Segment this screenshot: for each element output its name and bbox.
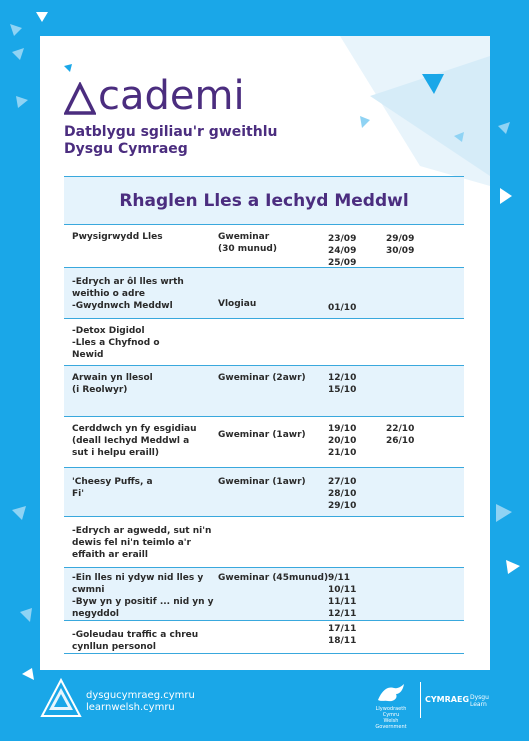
row-dates-line: 21/10 <box>328 448 357 458</box>
row-dates-line: 24/09 <box>328 246 357 256</box>
tagline-line-1: Datblygu sgiliau'r gweithlu <box>64 124 278 140</box>
row-format-line: Gweminar (2awr) <box>218 373 306 383</box>
row-format-line: Gweminar (1awr) <box>218 430 306 440</box>
row-format <box>218 231 328 255</box>
row-dates-line: 23/09 <box>328 234 357 244</box>
table-row <box>64 225 464 268</box>
learn-label: Learn <box>470 701 487 708</box>
dragon-icon <box>376 682 406 704</box>
row-topic-line: Cerddwch yn fy esgidiau <box>72 424 197 434</box>
row-topic-line: (i Reolwyr) <box>72 385 128 395</box>
row-format-line: Gweminar (1awr) <box>218 477 306 487</box>
row-dates-line: 10/11 <box>328 585 357 595</box>
row-dates-line: 01/10 <box>328 303 357 313</box>
row-topic-line: dewis fel ni'n teimlo a'r <box>72 538 191 548</box>
table-row <box>64 417 464 468</box>
row-topic-line: -Gwydnwch Meddwl <box>72 301 173 311</box>
table-title-row <box>64 176 464 225</box>
row-topic-line: -Goleudau traffic a chreu <box>72 630 199 640</box>
row-topic <box>72 325 212 361</box>
row-dates <box>328 423 378 459</box>
dysgu-cymraeg-logo-icon <box>40 678 82 720</box>
row-topic <box>72 423 212 459</box>
row-dates-line: 11/11 <box>328 597 357 607</box>
footer-url-english[interactable]: learnwelsh.cymru <box>86 702 175 713</box>
row-dates-line: 28/10 <box>328 489 357 499</box>
programme-table <box>64 176 464 654</box>
logo-text: cademi <box>98 73 245 119</box>
poster-card <box>40 36 490 670</box>
dysgu-learn <box>470 694 489 708</box>
row-topic-line: Newid <box>72 350 104 360</box>
row-dates <box>328 476 378 512</box>
row-topic-line: cynllun personol <box>72 642 156 652</box>
row-dates-extra-line: 22/10 <box>386 424 415 434</box>
row-topic-line: -Ein lles ni ydyw nid lles y <box>72 573 204 583</box>
row-topic-line: cwmni <box>72 585 105 595</box>
dysgu-label: Dysgu <box>470 694 489 701</box>
table-row <box>64 568 464 621</box>
row-topic-line: -Edrych ar ôl lles wrth <box>72 277 184 287</box>
tagline <box>64 124 277 158</box>
row-dates-line: 18/11 <box>328 636 357 646</box>
gov-name-english: Welsh Government <box>375 718 407 730</box>
row-topic-line: (deall Iechyd Meddwl a <box>72 436 190 446</box>
row-dates-extra <box>386 423 436 447</box>
row-dates-line: 17/11 <box>328 624 357 634</box>
row-dates-line: 12/10 <box>328 373 357 383</box>
row-dates-extra-line: 29/09 <box>386 234 415 244</box>
row-dates <box>328 372 378 396</box>
row-dates-line: 12/11 <box>328 609 357 619</box>
gov-name-welsh: Llywodraeth Cymru <box>375 706 407 718</box>
footer-url-welsh[interactable]: dysgucymraeg.cymru <box>86 690 195 701</box>
row-format <box>218 429 328 441</box>
table-row <box>64 468 464 517</box>
row-topic-line: sut i helpu eraill) <box>72 448 159 458</box>
row-format-line: (30 munud) <box>218 244 277 254</box>
row-topic-line: -Lles a Chyfnod o <box>72 338 160 348</box>
row-topic <box>72 629 212 653</box>
table-row <box>64 268 464 319</box>
footer <box>0 670 529 741</box>
row-format <box>218 298 328 310</box>
row-topic <box>72 572 212 620</box>
table-row <box>64 517 464 568</box>
row-topic-line: -Byw yn y positif ... nid yn y <box>72 597 214 607</box>
table-body <box>64 225 464 654</box>
row-dates-extra <box>386 233 436 257</box>
row-dates-line: 9/11 <box>328 573 351 583</box>
row-dates-line: 27/10 <box>328 477 357 487</box>
row-dates-line: 25/09 <box>328 258 357 268</box>
row-dates <box>328 623 378 647</box>
row-topic <box>72 372 212 396</box>
row-topic-line: weithio o adre <box>72 289 145 299</box>
row-format-line: Vlogiau <box>218 299 257 309</box>
tagline-line-2: Dysgu Cymraeg <box>64 141 188 157</box>
row-dates-extra-line: 30/09 <box>386 246 415 256</box>
academi-logo <box>64 73 245 119</box>
table-row <box>64 366 464 417</box>
row-dates-extra-line: 26/10 <box>386 436 415 446</box>
logo-triangle-icon <box>64 82 96 116</box>
row-dates-line: 15/10 <box>328 385 357 395</box>
row-topic-line: Fi' <box>72 489 84 499</box>
row-dates-line: 20/10 <box>328 436 357 446</box>
row-dates <box>328 302 378 314</box>
row-topic-line: effaith ar eraill <box>72 550 148 560</box>
row-topic-line: 'Cheesy Puffs, a <box>72 477 153 487</box>
row-dates-line: 29/10 <box>328 501 357 511</box>
row-format <box>218 372 328 384</box>
row-topic-line: -Edrych ar agwedd, sut ni'n <box>72 526 212 536</box>
footer-urls <box>86 690 195 714</box>
row-format <box>218 476 328 488</box>
row-topic <box>72 525 212 561</box>
row-dates <box>328 233 378 269</box>
row-format-line: Gweminar <box>218 232 270 242</box>
row-topic <box>72 231 212 243</box>
welsh-government-logo <box>370 682 412 730</box>
cymraeg-mark: CYMRAEG <box>420 682 469 718</box>
row-topic-line: -Detox Digidol <box>72 326 145 336</box>
row-topic <box>72 276 212 312</box>
row-topic-line: Pwysigrwydd Lles <box>72 232 163 242</box>
row-dates-line: 19/10 <box>328 424 357 434</box>
table-title: Rhaglen Lles a Iechyd Meddwl <box>119 190 409 211</box>
row-topic-line: Arwain yn llesol <box>72 373 153 383</box>
row-topic-line: negyddol <box>72 609 119 619</box>
row-dates <box>328 572 378 620</box>
table-row <box>64 319 464 366</box>
row-topic <box>72 476 212 500</box>
row-format <box>218 572 328 584</box>
table-row <box>64 621 464 654</box>
row-format-line: Gweminar (45munud) <box>218 573 329 583</box>
